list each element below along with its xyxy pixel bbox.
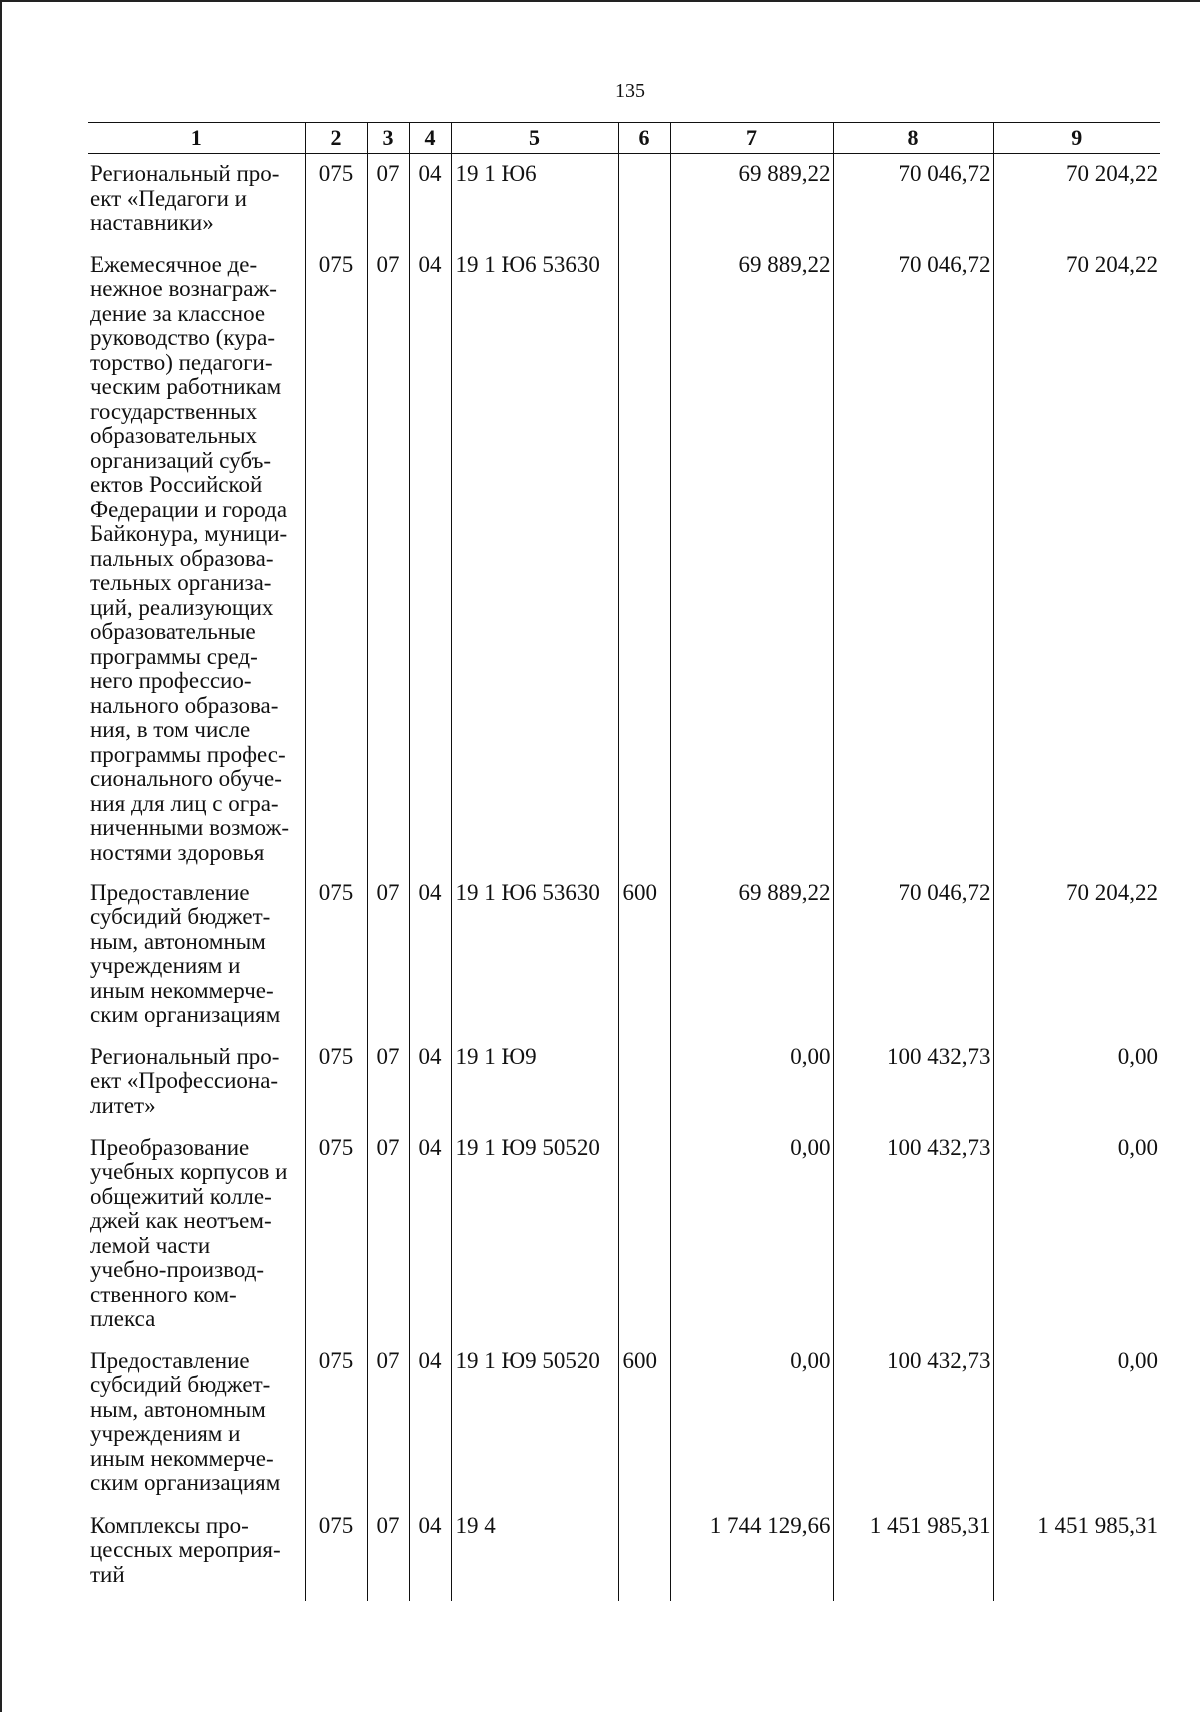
row-code-target: 19 4 [451,1506,618,1601]
table-row [88,245,1160,873]
row-amount-col9: 0,00 [993,1037,1160,1128]
row-code-expense-type [618,1506,670,1601]
header-col-3: 3 [367,123,409,154]
row-amount-col8: 100 432,73 [833,1128,993,1341]
row-code-ministry: 075 [305,1506,367,1601]
row-code-subsection: 04 [409,1128,451,1341]
row-name: Преобразование учебных корпусов и общежитий колле- джей как неотъем- лемой части учебно-производ- ственного ком- плекса [90,1134,288,1331]
row-amount-col8: 70 046,72 [833,873,993,1037]
row-name: Комплексы про- цессных мероприя- тий [90,1512,281,1587]
row-code-subsection: 04 [409,873,451,1037]
row-code-section: 07 [367,1037,409,1128]
row-code-subsection: 04 [409,154,451,245]
header-col-6: 6 [618,123,670,154]
row-amount-col7: 69 889,22 [670,873,833,1037]
row-code-target: 19 1 Ю9 50520 [451,1128,618,1341]
row-code-ministry: 075 [305,873,367,1037]
header-col-2: 2 [305,123,367,154]
row-code-section: 07 [367,154,409,245]
row-amount-col9: 70 204,22 [993,154,1160,245]
table-row [88,873,1160,1037]
row-code-target: 19 1 Ю6 53630 [451,245,618,873]
row-amount-col9: 1 451 985,31 [993,1506,1160,1601]
row-name: Региональный про- ект «Профессиона- литет» [90,1043,280,1118]
row-amount-col9: 70 204,22 [993,245,1160,873]
row-code-section: 07 [367,873,409,1037]
row-code-expense-type [618,1037,670,1128]
row-amount-col7: 0,00 [670,1341,833,1506]
row-amount-col7: 69 889,22 [670,245,833,873]
row-amount-col8: 100 432,73 [833,1037,993,1128]
row-code-ministry: 075 [305,1128,367,1341]
budget-table [88,122,1160,1601]
header-col-1: 1 [88,123,305,154]
row-code-expense-type: 600 [618,873,670,1037]
row-amount-col7: 0,00 [670,1128,833,1341]
header-col-4: 4 [409,123,451,154]
row-name: Региональный про- ект «Педагоги и наставники» [90,161,280,235]
row-code-subsection: 04 [409,1506,451,1601]
row-code-section: 07 [367,245,409,873]
row-amount-col9: 0,00 [993,1128,1160,1341]
row-code-subsection: 04 [409,1037,451,1128]
table-row [88,1341,1160,1506]
header-col-8: 8 [833,123,993,154]
row-code-section: 07 [367,1506,409,1601]
row-amount-col8: 100 432,73 [833,1341,993,1506]
row-code-ministry: 075 [305,245,367,873]
row-name: Предоставление субсидий бюджет- ным, автономным учреждениям и иным некоммерче- ским организациям [90,879,281,1027]
row-code-target: 19 1 Ю6 53630 [451,873,618,1037]
table-header-row [88,123,1160,154]
row-code-subsection: 04 [409,245,451,873]
row-code-expense-type: 600 [618,1341,670,1506]
row-amount-col7: 69 889,22 [670,154,833,245]
row-code-ministry: 075 [305,1341,367,1506]
row-amount-col9: 0,00 [993,1341,1160,1506]
row-amount-col8: 70 046,72 [833,245,993,873]
row-name: Предоставление субсидий бюджет- ным, автономным учреждениям и иным некоммерче- ским организациям [90,1347,281,1495]
row-name: Ежемесячное де- нежное вознаграж- дение за классное руководство (кура- торство) педагоги- ческим работникам государственных образовательных организаций субъ- ектов Российской Федерации и города Байконура, муници- пальных образова- тельных организа- ций, реализующих образовательные программы сред- него профессио- нального образова- ния, в том числе программы профес- сионального обуче- ния для лиц с огра- ниченными возмож- ностями здоровья [90,251,290,865]
row-amount-col7: 0,00 [670,1037,833,1128]
table-row [88,1128,1160,1341]
row-amount-col8: 70 046,72 [833,154,993,245]
row-code-section: 07 [367,1341,409,1506]
table-row [88,1506,1160,1601]
header-col-9: 9 [993,123,1160,154]
table-row [88,1037,1160,1128]
row-amount-col7: 1 744 129,66 [670,1506,833,1601]
row-code-expense-type [618,245,670,873]
table-row [88,154,1160,245]
row-amount-col9: 70 204,22 [993,873,1160,1037]
page-number: 135 [615,80,645,102]
row-code-target: 19 1 Ю9 50520 [451,1341,618,1506]
row-code-ministry: 075 [305,1037,367,1128]
row-code-expense-type [618,154,670,245]
header-col-7: 7 [670,123,833,154]
header-col-5: 5 [451,123,618,154]
row-code-target: 19 1 Ю9 [451,1037,618,1128]
row-code-subsection: 04 [409,1341,451,1506]
row-code-section: 07 [367,1128,409,1341]
row-code-target: 19 1 Ю6 [451,154,618,245]
row-amount-col8: 1 451 985,31 [833,1506,993,1601]
row-code-expense-type [618,1128,670,1341]
row-code-ministry: 075 [305,154,367,245]
